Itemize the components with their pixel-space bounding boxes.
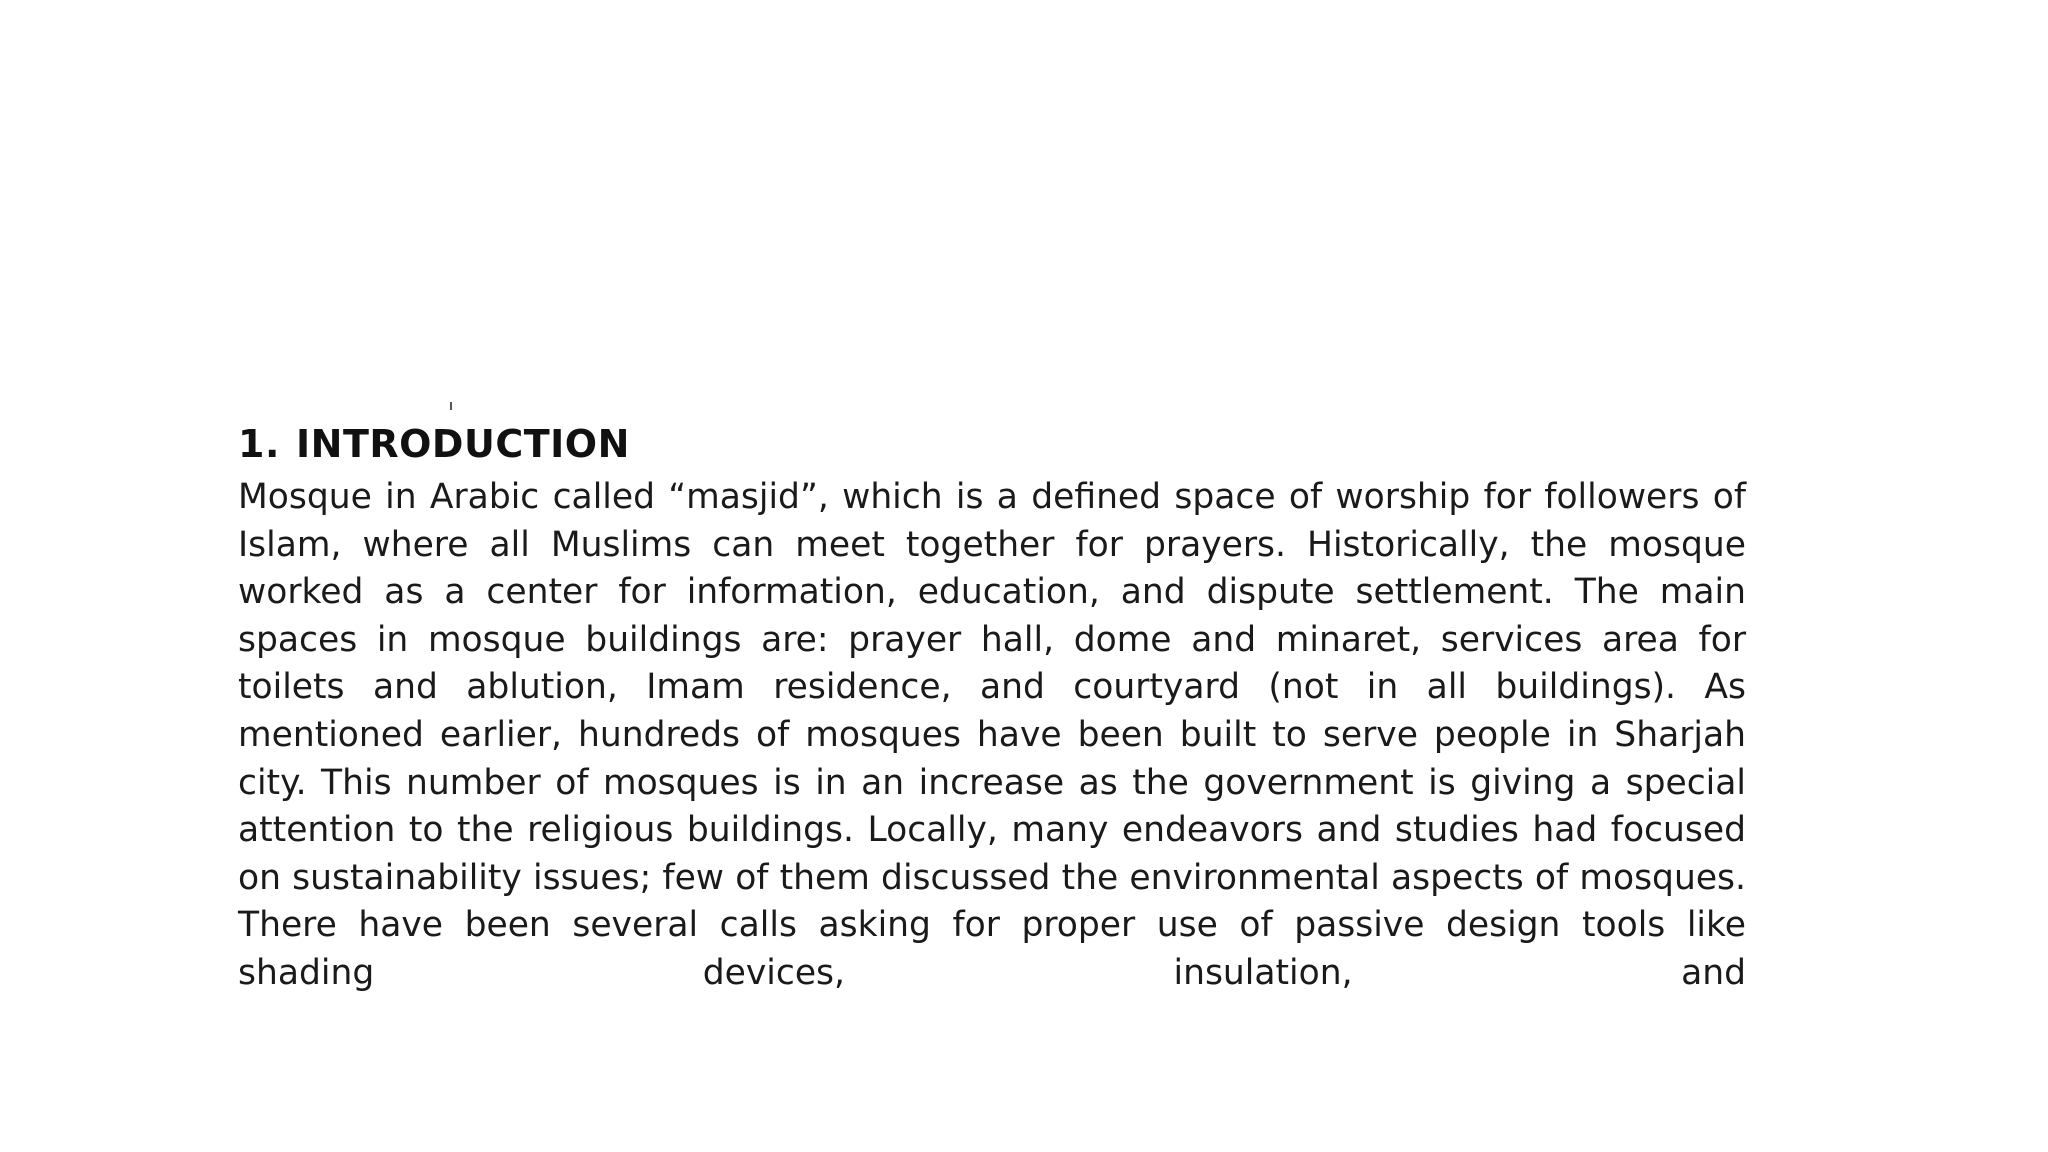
section-title: INTRODUCTION <box>296 422 630 466</box>
introduction-section <box>238 420 1746 998</box>
section-heading <box>238 420 1746 468</box>
page-mark <box>450 402 452 410</box>
section-number: 1. <box>238 422 280 466</box>
introduction-paragraph: Mosque in Arabic called “masjid”, which is a defined space of worship for followers of Islam, where all Muslims can meet together for prayers. Historically, the mosque worked as a center for information, education, and dispute settlement. The main spaces in mosque buildings are: prayer hall, dome and minaret, services area for toilets and ablution, Imam residence, and courtyard (not in all buildings). As mentioned earlier, hundreds of mosques have been built to serve people in Sharjah city. This number of mosques is in an increase as the government is giving a special attention to the religious buildings. Locally, many endeavors and studies had focused on sustainability issues; few of them discussed the environmental aspects of mosques. There have been several calls asking for proper use of passive design tools like shading devices, insulation, and <box>238 477 1746 993</box>
